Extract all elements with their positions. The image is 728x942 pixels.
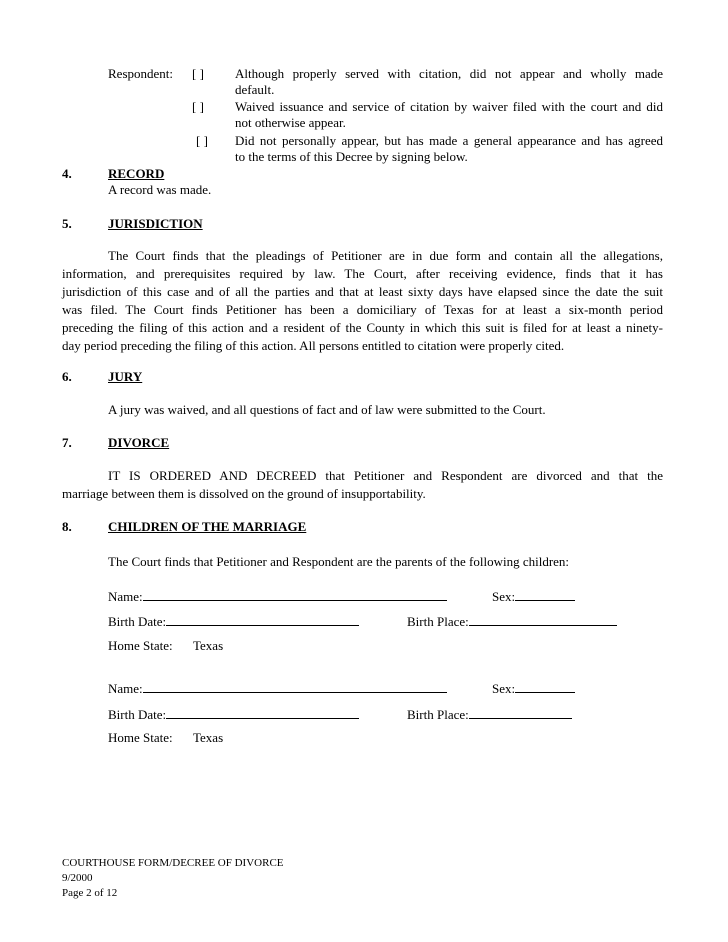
child-name-label: Name:	[108, 589, 143, 604]
child1-birthplace-field[interactable]	[469, 613, 617, 626]
child-name-label: Name:	[108, 681, 143, 696]
section-number-record: 4.	[62, 166, 72, 181]
option-general-line2: to the terms of this Decree by signing below.	[235, 149, 468, 164]
child-birthdate-label: Birth Date:	[108, 614, 167, 629]
footer-date: 9/2000	[62, 872, 93, 884]
jurisdiction-line: preceding the filing of this action and a resident of the County in which this suit is filed for at least a ninety-	[62, 320, 663, 335]
child1-homestate-label: Home State:	[108, 638, 173, 653]
option-waiver-line2: not otherwise appear.	[235, 115, 346, 130]
child2-birthdate-row	[108, 706, 359, 723]
section-number-jurisdiction: 5.	[62, 216, 72, 231]
section-title-children: CHILDREN OF THE MARRIAGE	[108, 519, 307, 534]
child-birthplace-label: Birth Place:	[407, 614, 469, 629]
checkbox-general-appearance[interactable]: [ ]	[196, 133, 208, 148]
section-number-jury: 6.	[62, 369, 72, 384]
child2-birthdate-field[interactable]	[166, 706, 359, 719]
section-title-jury: JURY	[108, 369, 143, 384]
section-title-record: RECORD	[108, 166, 165, 181]
child-sex-label: Sex:	[492, 681, 516, 696]
footer-form-title: COURTHOUSE FORM/DECREE OF DIVORCE	[62, 857, 284, 869]
divorce-line: IT IS ORDERED AND DECREED that Petitioner and Respondent are divorced and that the	[108, 468, 663, 483]
child2-sex-field[interactable]	[515, 680, 575, 693]
child1-name-row	[108, 588, 447, 605]
record-text: A record was made.	[108, 182, 212, 197]
child1-name-field[interactable]	[143, 588, 447, 601]
child2-homestate-label: Home State:	[108, 730, 173, 745]
checkbox-default[interactable]: [ ]	[192, 66, 204, 81]
jurisdiction-line: information, and prerequisites required by law. The Court, after receiving evidence, finds that it has	[62, 266, 663, 281]
option-default-line1: Although properly served with citation, did not appear and wholly made	[235, 66, 663, 81]
jurisdiction-line: was filed. The Court finds Petitioner has been a domiciliary of Texas for at least a six-month period	[62, 302, 663, 317]
child2-birthplace-row	[407, 706, 572, 723]
child1-birthplace-row	[407, 613, 617, 630]
footer-page-number: Page 2 of 12	[62, 887, 118, 899]
section-number-divorce: 7.	[62, 435, 72, 450]
jury-text: A jury was waived, and all questions of fact and of law were submitted to the Court.	[108, 402, 546, 417]
child1-sex-row	[492, 588, 575, 605]
children-intro: The Court finds that Petitioner and Respondent are the parents of the following children:	[108, 554, 570, 569]
option-general-line1: Did not personally appear, but has made a general appearance and has agreed	[235, 133, 663, 148]
option-waiver-line1: Waived issuance and service of citation by waiver filed with the court and did	[235, 99, 663, 114]
jurisdiction-line: day period preceding the filing of this action. All persons entitled to citation were properly cited.	[62, 338, 565, 353]
child2-name-field[interactable]	[143, 680, 447, 693]
child-birthdate-label: Birth Date:	[108, 707, 167, 722]
respondent-label: Respondent:	[108, 66, 173, 81]
checkbox-waiver[interactable]: [ ]	[192, 99, 204, 114]
child-sex-label: Sex:	[492, 589, 516, 604]
jurisdiction-paragraph	[62, 247, 663, 355]
child1-birthdate-field[interactable]	[166, 613, 359, 626]
jurisdiction-line: The Court finds that the pleadings of Petitioner are in due form and contain all the allegations,	[108, 248, 663, 263]
child2-birthplace-field[interactable]	[469, 706, 572, 719]
child1-birthdate-row	[108, 613, 359, 630]
child1-sex-field[interactable]	[515, 588, 575, 601]
divorce-line: marriage between them is dissolved on the ground of insupportability.	[62, 486, 426, 501]
section-title-jurisdiction: JURISDICTION	[108, 216, 203, 231]
child-birthplace-label: Birth Place:	[407, 707, 469, 722]
jurisdiction-line: jurisdiction of this case and of all the parties and that at least sixty days have elapsed since the date the suit	[62, 284, 663, 299]
child2-homestate-value: Texas	[193, 730, 224, 745]
divorce-paragraph	[62, 467, 663, 503]
child2-sex-row	[492, 680, 575, 697]
option-default-line2: default.	[235, 82, 275, 97]
child1-homestate-value: Texas	[193, 638, 224, 653]
section-number-children: 8.	[62, 519, 72, 534]
section-title-divorce: DIVORCE	[108, 435, 170, 450]
child2-name-row	[108, 680, 447, 697]
